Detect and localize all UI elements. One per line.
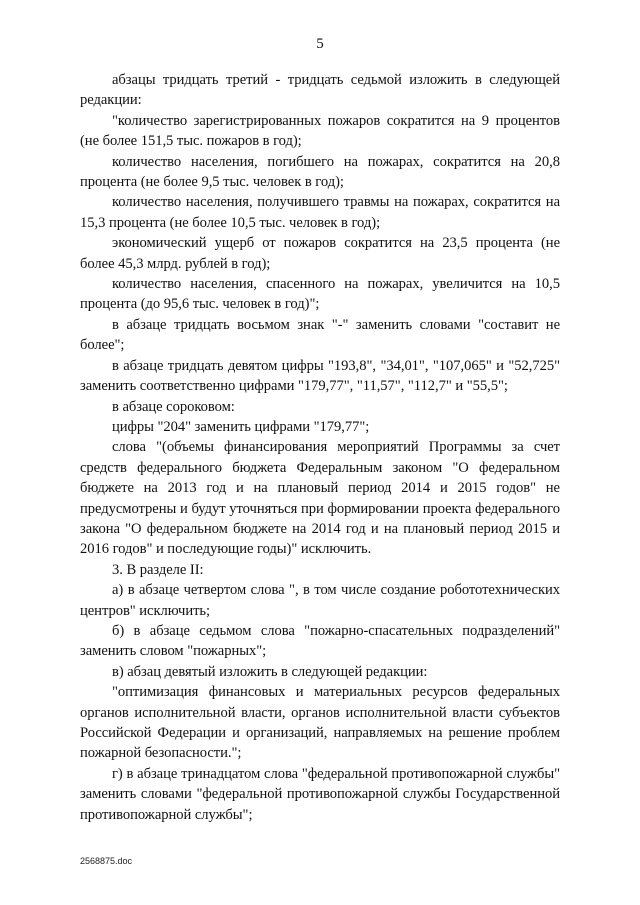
file-name-footer: 2568875.doc xyxy=(80,856,133,866)
paragraph-16: "оптимизация финансовых и материальных ресурсов федеральных органов исполнительной власти, органов исполнительной власти субъектов Российской Федерации и организаций, направляемых на решение проблем пожарной безопасности."; xyxy=(80,684,560,762)
paragraph-1: абзацы тридцать третий - тридцать седьмой изложить в следующей редакции: xyxy=(80,72,560,109)
paragraph-5: экономический ущерб от пожаров сократится на 23,5 процента (не более 45,3 млрд. рублей в год); xyxy=(80,235,560,272)
paragraph-6: количество населения, спасенного на пожарах, увеличится на 10,5 процента (до 95,6 тыс. человек в год)"; xyxy=(80,276,560,313)
paragraph-8: в абзаце тридцать девятом цифры "193,8", "34,01", "107,065" и "52,725" заменить соответственно цифрами "179,77", "11,57", "112,7" и "55,5"; xyxy=(80,357,560,395)
page-number: 5 xyxy=(316,36,324,52)
paragraph-9: в абзаце сороковом: xyxy=(112,398,235,415)
paragraph-13: а) в абзаце четвертом слова ", в том числе создание робототехнических центров" исключить; xyxy=(80,582,560,619)
paragraph-3: количество населения, погибшего на пожарах, сократится на 20,8 процента (не более 9,5 тыс. человек в год); xyxy=(80,153,560,191)
paragraph-7: в абзаце тридцать восьмом знак "-" заменить словами "составит не более"; xyxy=(80,316,560,354)
paragraph-14: б) в абзаце седьмом слова "пожарно-спасательных подразделений" заменить словом "пожарных"; xyxy=(80,622,560,660)
paragraph-4: количество населения, получившего травмы на пожарах, сократится на 15,3 процента (не более 10,5 тыс. человек в год); xyxy=(80,194,560,231)
document-body xyxy=(80,70,560,825)
paragraph-11: слова "(объемы финансирования мероприятий Программы за счет средств федерального бюджета Федеральным законом "О федеральном бюджете на 2013 год и на плановый период 2014 и 2015 годов" не предусмотрены и будут уточняться при формировании проекта федерального закона "О федеральном бюджете на 2014 год и на плановый период 2015 и 2016 годов" и последующие годы)" исключить. xyxy=(80,439,560,558)
paragraph-15: в) абзац девятый изложить в следующей редакции: xyxy=(112,663,428,680)
paragraph-12: 3. В разделе II: xyxy=(112,561,204,578)
paragraph-17: г) в абзаце тринадцатом слова "федеральной противопожарной службы" заменить словами "федеральной противопожарной службы Государственной противопожарной службы"; xyxy=(80,765,560,823)
paragraph-2: "количество зарегистрированных пожаров сократится на 9 процентов (не более 151,5 тыс. пожаров в год); xyxy=(80,112,560,150)
paragraph-10: цифры "204" заменить цифрами "179,77"; xyxy=(112,418,370,435)
